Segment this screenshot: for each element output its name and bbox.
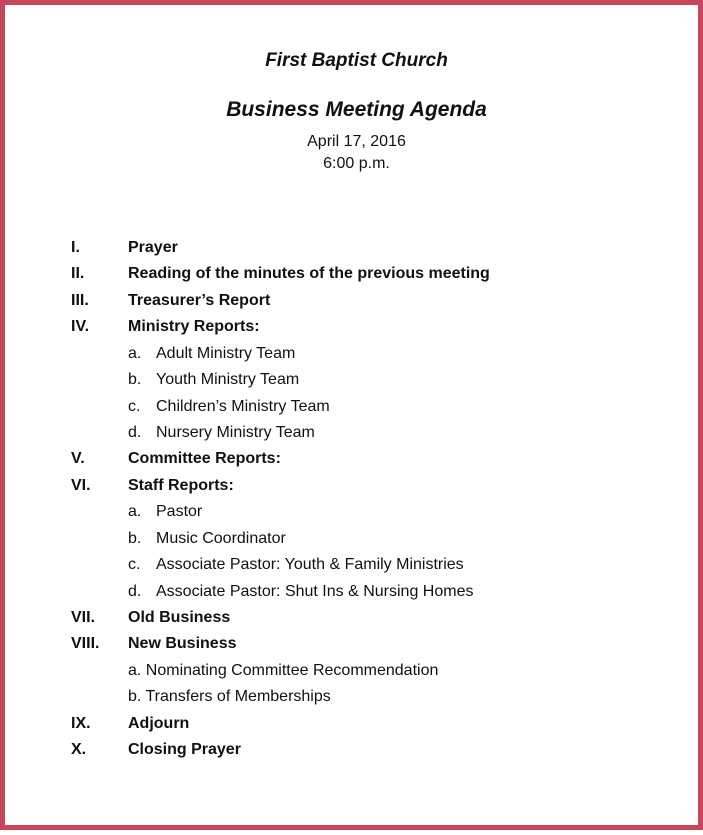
sub-item-letter: c. — [128, 398, 141, 415]
item-label: Committee Reports: — [128, 450, 281, 467]
item-number: V. — [71, 450, 85, 467]
item-number: X. — [71, 741, 87, 758]
item-number: I. — [71, 239, 80, 256]
sub-item-letter: a. — [128, 503, 142, 520]
sub-item-letter: b. — [128, 371, 142, 388]
item-label: Adjourn — [128, 715, 190, 732]
item-label: Reading of the minutes of the previous meeting — [128, 265, 490, 282]
item-number: VII. — [71, 609, 96, 626]
item-number: IX. — [71, 715, 91, 732]
sub-item-text: Adult Ministry Team — [156, 345, 296, 362]
sub-item-text: Youth Ministry Team — [156, 371, 300, 388]
sub-item-text: Music Coordinator — [156, 530, 286, 547]
sub-item-text: Associate Pastor: Youth & Family Ministries — [156, 556, 464, 573]
item-number: VI. — [71, 477, 91, 494]
meeting-date: April 17, 2016 — [307, 133, 406, 150]
item-label: Prayer — [128, 239, 178, 256]
item-number: VIII. — [71, 635, 100, 652]
sub-item-letter: b. — [128, 530, 142, 547]
item-number: IV. — [71, 318, 90, 335]
sub-item-letter: d. — [128, 424, 142, 441]
sub-item-text: Children’s Ministry Team — [156, 398, 330, 415]
item-number: III. — [71, 292, 89, 309]
item-label: Closing Prayer — [128, 741, 241, 758]
item-label: Old Business — [128, 609, 231, 626]
sub-item-text: Associate Pastor: Shut Ins & Nursing Homes — [156, 583, 474, 600]
sub-item-text: b. Transfers of Memberships — [128, 688, 331, 705]
church-name: First Baptist Church — [265, 50, 448, 71]
document-title: Business Meeting Agenda — [226, 98, 487, 121]
item-number: II. — [71, 265, 85, 282]
item-label: New Business — [128, 635, 237, 652]
item-label: Ministry Reports: — [128, 318, 260, 335]
sub-item-letter: d. — [128, 583, 142, 600]
sub-item-letter: c. — [128, 556, 141, 573]
sub-item-text: Nursery Ministry Team — [156, 424, 315, 441]
sub-item-letter: a. — [128, 345, 142, 362]
sub-item-text: Pastor — [156, 503, 203, 520]
meeting-time: 6:00 p.m. — [323, 155, 390, 172]
agenda-list — [5, 5, 703, 835]
item-label: Treasurer’s Report — [128, 292, 271, 309]
sub-item-text: a. Nominating Committee Recommendation — [128, 662, 439, 679]
item-label: Staff Reports: — [128, 477, 234, 494]
